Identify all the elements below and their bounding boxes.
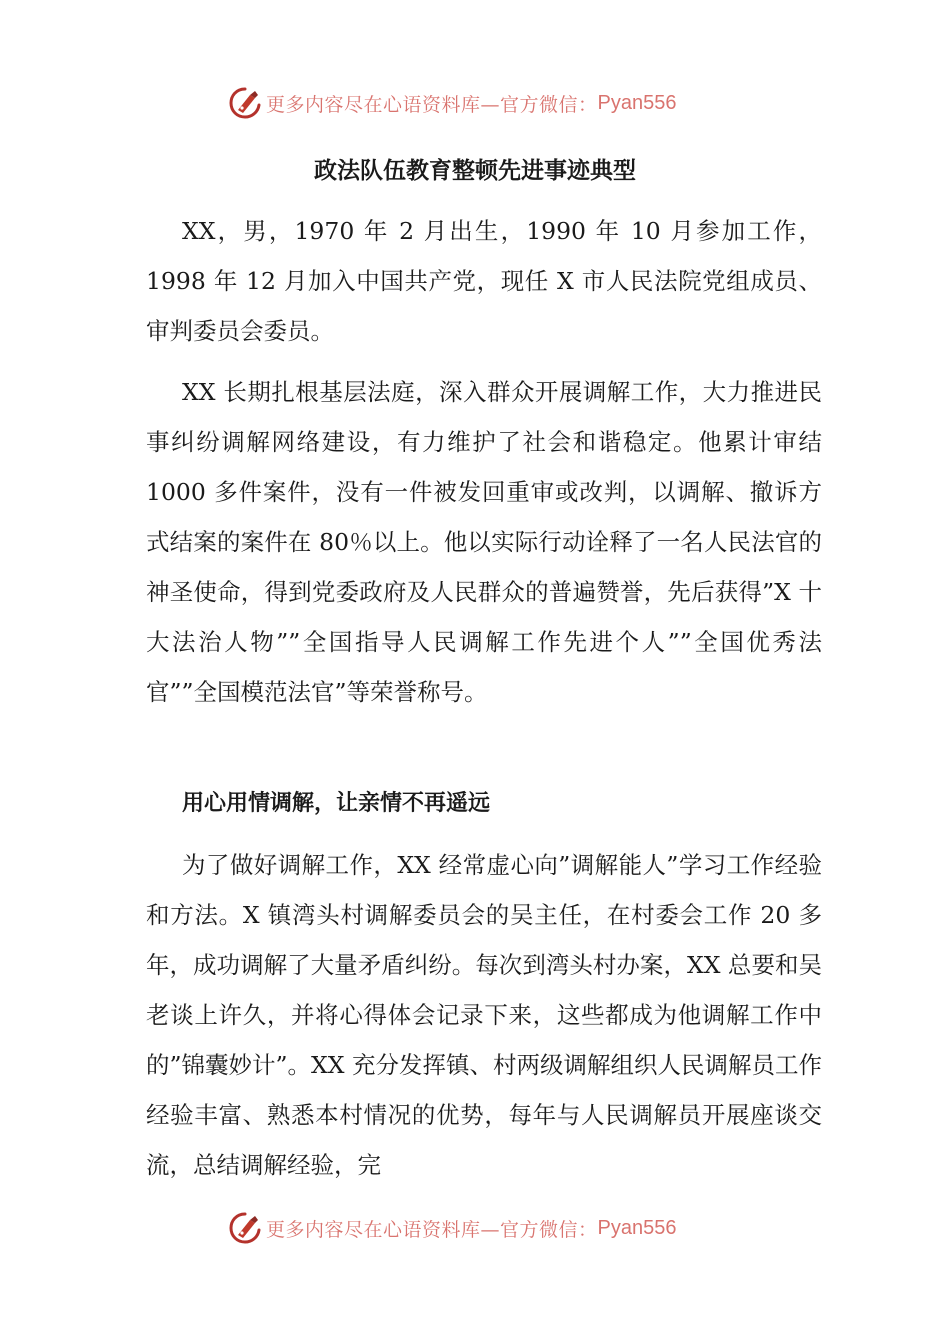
paragraph-3: 为了做好调解工作，XX 经常虚心向”调解能人”学习工作经验和方法。X 镇湾头村调解委员会的吴主任，在村委会工作 20 多年，成功调解了大量矛盾纠纷。每次到湾头村办案，XX 总要和吴老谈上许久，并将心得体会记录下来，这些都成为他调解工作中的”锦囊妙计”。XX 充分发挥镇、村两级调解组织人民调解员工作经验丰富、熟悉本村情况的优势，每年与人民调解员开展座谈交流，总结调解经验，完 bbox=[146, 851, 822, 1179]
watermark-handle: Pyan556 bbox=[597, 1216, 677, 1239]
watermark-text: 更多内容尽在心语资料库—官方微信： bbox=[266, 93, 598, 116]
pen-nib-swirl-icon bbox=[228, 86, 262, 120]
document-title: 政法队伍教育整顿先进事迹典型 bbox=[314, 158, 636, 184]
header-watermark bbox=[228, 83, 676, 123]
pen-nib-swirl-icon bbox=[228, 1211, 262, 1245]
section-heading: 用心用情调解，让亲情不再遥远 bbox=[182, 791, 491, 816]
paragraph-2: XX 长期扎根基层法庭，深入群众开展调解工作，大力推进民事纠纷调解网络建设，有力维护了社会和谐稳定。他累计审结 1000 多件案件，没有一件被发回重审或改判，以调解、撤诉方式结案的案件在 80％以上。他以实际行动诠释了一名人民法官的神圣使命，得到党委政府及人民群众的普遍赞誉，先后获得”X 十大法治人物””全国指导人民调解工作先进个人””全国优秀法官””全国模范法官”等荣誉称号。 bbox=[146, 378, 822, 706]
watermark-handle: Pyan556 bbox=[597, 91, 677, 114]
footer-watermark bbox=[228, 1208, 676, 1248]
watermark-text: 更多内容尽在心语资料库—官方微信： bbox=[266, 1218, 598, 1241]
paragraph-1: XX，男，1970 年 2 月出生，1990 年 10 月参加工作，1998 年 12 月加入中国共产党，现任 X 市人民法院党组成员、审判委员会委员。 bbox=[146, 217, 822, 345]
